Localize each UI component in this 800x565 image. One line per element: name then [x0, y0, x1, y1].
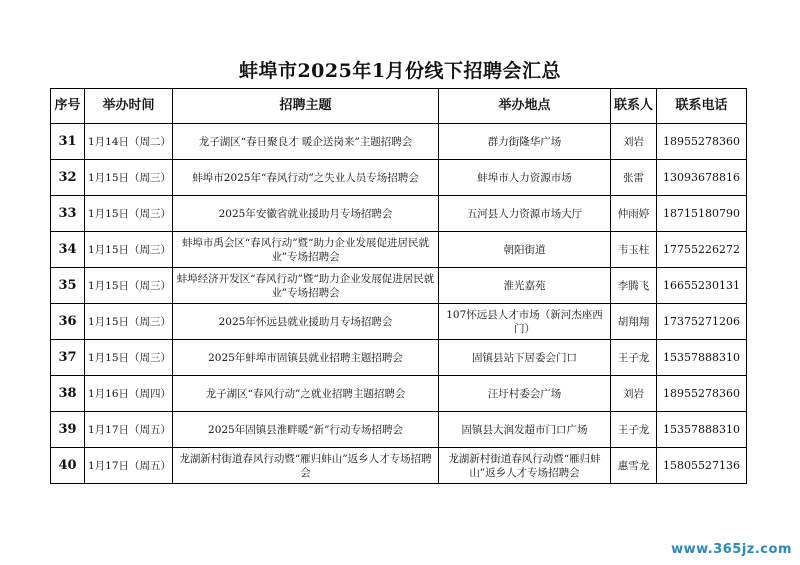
row-venue: 汪圩村委会广场 [439, 376, 611, 412]
row-date: 1月15日（周三） [85, 268, 173, 304]
row-contact: 胡翔翔 [611, 304, 657, 340]
job-fair-table [50, 88, 747, 484]
row-date: 1月15日（周三） [85, 196, 173, 232]
row-phone: 16655230131 [657, 268, 747, 304]
row-date: 1月17日（周五） [85, 412, 173, 448]
table-row [51, 124, 747, 160]
row-date: 1月17日（周五） [85, 448, 173, 484]
row-phone: 17375271206 [657, 304, 747, 340]
row-date: 1月14日（周二） [85, 124, 173, 160]
row-phone: 15357888310 [657, 412, 747, 448]
row-contact: 王子龙 [611, 340, 657, 376]
row-venue: 107怀远县人才市场（新河杰座西门） [439, 304, 611, 340]
row-phone: 18715180790 [657, 196, 747, 232]
table-row [51, 376, 747, 412]
row-phone: 15357888310 [657, 340, 747, 376]
row-contact: 惠雪龙 [611, 448, 657, 484]
row-contact: 刘岩 [611, 376, 657, 412]
header-index: 序号 [51, 89, 85, 124]
row-index: 38 [51, 376, 85, 412]
row-venue: 龙湖新村街道春风行动暨“雁归蚌山”返乡人才专场招聘会 [439, 448, 611, 484]
row-phone: 18955278360 [657, 376, 747, 412]
header-topic: 招聘主题 [173, 89, 439, 124]
row-venue: 淮光嘉苑 [439, 268, 611, 304]
row-venue: 五河县人力资源市场大厅 [439, 196, 611, 232]
row-topic: 2025年怀远县就业援助月专场招聘会 [173, 304, 439, 340]
row-date: 1月15日（周三） [85, 340, 173, 376]
table-row [51, 412, 747, 448]
row-index: 39 [51, 412, 85, 448]
row-topic: 龙子湖区“春风行动”之就业招聘主题招聘会 [173, 376, 439, 412]
table-row [51, 160, 747, 196]
row-date: 1月15日（周三） [85, 304, 173, 340]
row-topic: 蚌埠市2025年“春风行动”之失业人员专场招聘会 [173, 160, 439, 196]
row-venue: 朝阳街道 [439, 232, 611, 268]
row-phone: 18955278360 [657, 124, 747, 160]
row-topic: 龙湖新村街道春风行动暨“雁归蚌山”返乡人才专场招聘会 [173, 448, 439, 484]
row-contact: 仲雨婷 [611, 196, 657, 232]
table-row [51, 448, 747, 484]
page-title: 蚌埠市2025年1月份线下招聘会汇总 [238, 60, 562, 82]
row-contact: 王子龙 [611, 412, 657, 448]
row-date: 1月15日（周三） [85, 232, 173, 268]
row-topic: 蚌埠市禹会区“春风行动”暨“助力企业发展促进居民就业”专场招聘会 [173, 232, 439, 268]
header-phone: 联系电话 [657, 89, 747, 124]
row-index: 32 [51, 160, 85, 196]
row-index: 40 [51, 448, 85, 484]
row-date: 1月16日（周四） [85, 376, 173, 412]
row-topic: 2025年安徽省就业援助月专场招聘会 [173, 196, 439, 232]
row-venue: 蚌埠市人力资源市场 [439, 160, 611, 196]
row-venue: 固镇县大润发超市门口广场 [439, 412, 611, 448]
table-row [51, 304, 747, 340]
header-contact: 联系人 [611, 89, 657, 124]
row-contact: 刘岩 [611, 124, 657, 160]
row-topic: 2025年固镇县淮畔暖“新”行动专场招聘会 [173, 412, 439, 448]
header-venue: 举办地点 [439, 89, 611, 124]
row-venue: 固镇县站下居委会门口 [439, 340, 611, 376]
row-contact: 张雷 [611, 160, 657, 196]
table-row [51, 232, 747, 268]
row-index: 33 [51, 196, 85, 232]
row-venue: 群力街隆华广场 [439, 124, 611, 160]
row-date: 1月15日（周三） [85, 160, 173, 196]
row-index: 35 [51, 268, 85, 304]
row-topic: 龙子湖区“春日聚良才 暖企送岗来”主题招聘会 [173, 124, 439, 160]
header-date: 举办时间 [85, 89, 173, 124]
table-row [51, 268, 747, 304]
row-phone: 13093678816 [657, 160, 747, 196]
row-phone: 17755226272 [657, 232, 747, 268]
row-contact: 韦玉柱 [611, 232, 657, 268]
row-topic: 蚌埠经济开发区“春风行动”暨“助力企业发展促进居民就业”专场招聘会 [173, 268, 439, 304]
table-header-row [51, 89, 747, 124]
table-row [51, 340, 747, 376]
row-topic: 2025年蚌埠市固镇县就业招聘主题招聘会 [173, 340, 439, 376]
table-row [51, 196, 747, 232]
row-index: 31 [51, 124, 85, 160]
row-index: 36 [51, 304, 85, 340]
watermark: www.365jz.com [671, 542, 792, 557]
row-phone: 15805527136 [657, 448, 747, 484]
row-contact: 李腾飞 [611, 268, 657, 304]
row-index: 37 [51, 340, 85, 376]
row-index: 34 [51, 232, 85, 268]
